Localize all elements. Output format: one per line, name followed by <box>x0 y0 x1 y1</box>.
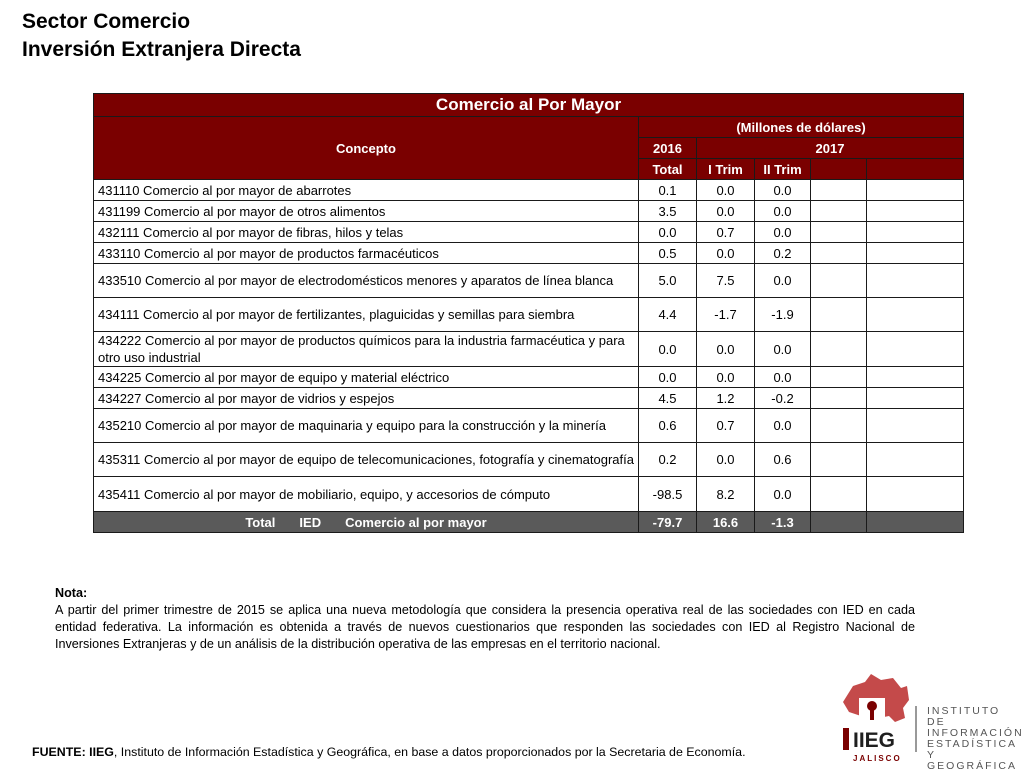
total-row <box>94 512 964 533</box>
row-total-2016: 4.4 <box>639 298 697 332</box>
row-concept: 435311 Comercio al por mayor de equipo de telecomunicaciones, fotografía y cinematografía <box>94 443 639 477</box>
row-concept: 433510 Comercio al por mayor de electrodomésticos menores y aparatos de línea blanca <box>94 264 639 298</box>
title-line-2: Inversión Extranjera Directa <box>22 38 301 61</box>
table-row <box>94 180 964 201</box>
row-empty-cell <box>867 222 964 243</box>
row-q1-2017: 0.0 <box>697 201 755 222</box>
row-empty-cell <box>867 477 964 512</box>
row-empty-cell <box>867 388 964 409</box>
row-total-2016: 3.5 <box>639 201 697 222</box>
row-q2-2017: -1.9 <box>755 298 811 332</box>
logo-line-4: GEOGRÁFICA <box>927 760 1018 772</box>
row-empty-cell <box>811 367 867 388</box>
row-q2-2017: 0.0 <box>755 332 811 367</box>
row-q1-2017: 8.2 <box>697 477 755 512</box>
table-row <box>94 264 964 298</box>
row-total-2016: -98.5 <box>639 477 697 512</box>
row-empty-cell <box>811 180 867 201</box>
table-row <box>94 332 964 367</box>
logo-line-3: ESTADÍSTICA Y <box>927 738 1017 761</box>
row-q1-2017: 0.0 <box>697 443 755 477</box>
total-label-c: Comercio al por mayor <box>345 514 487 530</box>
row-total-2016: 0.1 <box>639 180 697 201</box>
row-total-2016: 0.0 <box>639 332 697 367</box>
row-q2-2017: 0.0 <box>755 180 811 201</box>
source-text: , Instituto de Información Estadística y Geográfica, en base a datos proporcionados por la Secretaria de Economía. <box>113 745 746 759</box>
total-empty-cell <box>867 512 964 533</box>
source-line <box>32 745 746 759</box>
jalisco-map-icon <box>835 672 913 764</box>
row-empty-cell <box>867 367 964 388</box>
col-q2-header: II Trim <box>755 159 811 180</box>
logo-line-1: INSTITUTO DE <box>927 705 1001 728</box>
logo-divider <box>915 706 917 752</box>
row-q1-2017: 0.7 <box>697 222 755 243</box>
row-empty-cell <box>811 264 867 298</box>
concept-header: Concepto <box>94 117 639 180</box>
row-q2-2017: 0.0 <box>755 201 811 222</box>
row-concept: 432111 Comercio al por mayor de fibras, hilos y telas <box>94 222 639 243</box>
table-row <box>94 367 964 388</box>
total-label-a: Total <box>245 514 276 530</box>
row-q2-2017: 0.0 <box>755 477 811 512</box>
row-concept: 433110 Comercio al por mayor de productos farmacéuticos <box>94 243 639 264</box>
row-concept: 434225 Comercio al por mayor de equipo y material eléctrico <box>94 367 639 388</box>
row-empty-cell <box>867 409 964 443</box>
logo-institute-name <box>927 706 1024 772</box>
row-q2-2017: 0.0 <box>755 367 811 388</box>
row-total-2016: 0.6 <box>639 409 697 443</box>
row-q1-2017: -1.7 <box>697 298 755 332</box>
table-row <box>94 243 964 264</box>
row-concept: 435210 Comercio al por mayor de maquinaria y equipo para la construcción y la minería <box>94 409 639 443</box>
logo-sub-text: JALISCO <box>853 754 902 763</box>
row-concept: 434111 Comercio al por mayor de fertilizantes, plaguicidas y semillas para siembra <box>94 298 639 332</box>
total-label <box>94 512 639 533</box>
row-q2-2017: 0.0 <box>755 409 811 443</box>
row-q1-2017: 0.0 <box>697 332 755 367</box>
row-q2-2017: 0.2 <box>755 243 811 264</box>
row-concept: 435411 Comercio al por mayor de mobiliario, equipo, y accesorios de cómputo <box>94 477 639 512</box>
row-empty-cell <box>811 477 867 512</box>
table-row <box>94 477 964 512</box>
row-total-2016: 0.5 <box>639 243 697 264</box>
row-concept: 431199 Comercio al por mayor de otros alimentos <box>94 201 639 222</box>
row-concept: 431110 Comercio al por mayor de abarrotes <box>94 180 639 201</box>
row-concept: 434222 Comercio al por mayor de productos químicos para la industria farmacéutica y para otro uso industrial <box>94 332 639 367</box>
table-row <box>94 443 964 477</box>
note-text: A partir del primer trimestre de 2015 se aplica una nueva metodología que considera la presencia operativa real de las sociedades con IED en cada entidad federativa. La información es obtenida a través de nuevos cuestionarios que responden las sociedades con IED al Registro Nacional de Inversiones Extranjeras y de un análisis de la distribución operativa de las empresas en el territorio nacional. <box>55 603 915 651</box>
total-empty-cell <box>811 512 867 533</box>
total-label-b: IED <box>299 514 322 530</box>
row-empty-cell <box>811 201 867 222</box>
ied-table <box>93 93 964 533</box>
row-q2-2017: 0.0 <box>755 264 811 298</box>
total-q1-2017: 16.6 <box>697 512 755 533</box>
row-empty-cell <box>867 201 964 222</box>
row-q1-2017: 7.5 <box>697 264 755 298</box>
col-q1-header: I Trim <box>697 159 755 180</box>
note-block <box>55 585 915 653</box>
row-q1-2017: 0.7 <box>697 409 755 443</box>
col-empty-header-1 <box>811 159 867 180</box>
row-empty-cell <box>867 180 964 201</box>
row-empty-cell <box>811 298 867 332</box>
logo-line-2: INFORMACIÓN <box>927 727 1024 739</box>
year-2017-header: 2017 <box>697 138 964 159</box>
total-2016: -79.7 <box>639 512 697 533</box>
row-empty-cell <box>811 222 867 243</box>
row-q2-2017: 0.6 <box>755 443 811 477</box>
row-empty-cell <box>811 388 867 409</box>
row-empty-cell <box>811 409 867 443</box>
total-q2-2017: -1.3 <box>755 512 811 533</box>
table-heading: Comercio al Por Mayor <box>94 94 964 117</box>
row-total-2016: 0.2 <box>639 443 697 477</box>
table-row <box>94 409 964 443</box>
row-q1-2017: 0.0 <box>697 180 755 201</box>
col-total-header: Total <box>639 159 697 180</box>
iieg-logo <box>835 672 1024 772</box>
note-label: Nota: <box>55 586 88 600</box>
row-total-2016: 0.0 <box>639 222 697 243</box>
row-empty-cell <box>811 443 867 477</box>
row-q2-2017: -0.2 <box>755 388 811 409</box>
table-row <box>94 388 964 409</box>
row-empty-cell <box>867 298 964 332</box>
row-empty-cell <box>811 332 867 367</box>
row-total-2016: 4.5 <box>639 388 697 409</box>
row-empty-cell <box>867 243 964 264</box>
row-q1-2017: 0.0 <box>697 243 755 264</box>
year-2016-header: 2016 <box>639 138 697 159</box>
row-empty-cell <box>867 264 964 298</box>
page-title <box>22 8 301 64</box>
title-line-1: Sector Comercio <box>22 10 191 33</box>
row-total-2016: 0.0 <box>639 367 697 388</box>
row-empty-cell <box>811 243 867 264</box>
row-empty-cell <box>867 443 964 477</box>
col-empty-header-2 <box>867 159 964 180</box>
table-row <box>94 222 964 243</box>
row-empty-cell <box>867 332 964 367</box>
row-q1-2017: 1.2 <box>697 388 755 409</box>
unit-header: (Millones de dólares) <box>639 117 964 138</box>
logo-mark-text: IIEG <box>853 729 896 752</box>
row-total-2016: 5.0 <box>639 264 697 298</box>
table-row <box>94 201 964 222</box>
table-row <box>94 298 964 332</box>
source-label: FUENTE: IIEG <box>32 745 114 759</box>
row-concept: 434227 Comercio al por mayor de vidrios y espejos <box>94 388 639 409</box>
row-q1-2017: 0.0 <box>697 367 755 388</box>
row-q2-2017: 0.0 <box>755 222 811 243</box>
